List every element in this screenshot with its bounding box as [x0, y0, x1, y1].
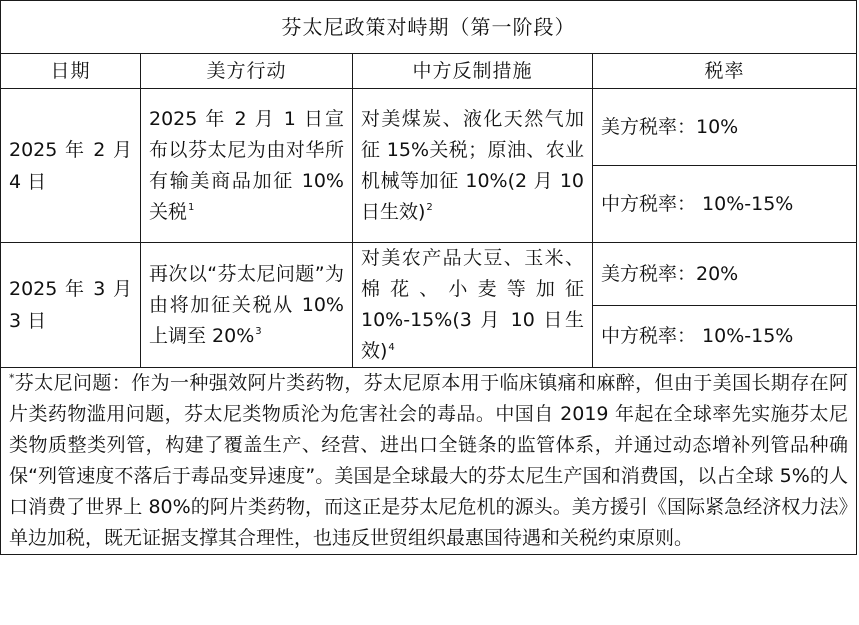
row1-date	[1, 89, 141, 243]
table-title: 芬太尼政策对峙期（第一阶段）	[1, 1, 857, 54]
header-cn-countermeasure: 中方反制措施	[353, 54, 593, 89]
footnote-ref-4: 4	[388, 341, 395, 353]
note-marker: *	[9, 371, 15, 385]
row2-cn-countermeasure	[353, 243, 593, 368]
row1-date-text: 2025 年 2 月 4 日	[9, 138, 132, 193]
header-date: 日期	[1, 54, 141, 89]
row2-date	[1, 243, 141, 368]
row2-cn-rate: 中方税率： 10%-15%	[593, 305, 857, 368]
header-us-action: 美方行动	[141, 54, 353, 89]
footnote-ref-3: 3	[255, 326, 262, 338]
row2-date-text: 2025 年 3 月 3 日	[9, 278, 132, 332]
row2-us-action	[141, 243, 353, 368]
header-tax-rate: 税率	[593, 54, 857, 89]
row1-cn-countermeasure	[353, 89, 593, 243]
note-cell	[1, 368, 857, 555]
row2-us-rate: 美方税率：20%	[593, 243, 857, 306]
row1-cn-rate: 中方税率： 10%-15%	[593, 166, 857, 243]
footnote-ref-1: 1	[188, 202, 195, 214]
table-row	[1, 243, 857, 306]
row1-cn-text: 对美煤炭、液化天然气加征 15%关税；原油、农业机械等加征 10%(2 月 10 日生效)	[361, 107, 584, 223]
row1-us-action-text: 2025 年 2 月 1 日宣布以芬太尼为由对华所有输美商品加征 10%关税	[149, 107, 344, 223]
row1-us-action	[141, 89, 353, 243]
row2-us-action-text: 再次以“芬太尼问题”为由将加征关税从 10%上调至 20%	[149, 262, 344, 347]
row1-us-rate: 美方税率：10%	[593, 89, 857, 166]
note-text: 芬太尼问题：作为一种强效阿片类药物，芬太尼原本用于临床镇痛和麻醉，但由于美国长期存在阿片类药物滥用问题，芬太尼类物质沦为危害社会的毒品。中国自 2019 年起在全球率先实施芬太尼类物质整类列管，构建了覆盖生产、经营、进出口全链条的监管体系，并通过动态增补列管品种确保“列管速度不落后于毒品变异速度”。美国是全球最大的芬太尼生产国和消费国，以占全球 5%的人口消费了世界上 80%的阿片类药物，而这正是芬太尼危机的源头。美方援引《国际紧急经济权力法》单边加税，既无证据支撑其合理性，也违反世贸组织最惠国待遇和关税约束原则。	[9, 372, 848, 549]
row2-cn-text: 对美农产品大豆、玉米、棉花、小麦等加征 10%-15%(3 月 10 日生效)	[361, 247, 584, 362]
footnote-ref-2: 2	[426, 202, 433, 214]
table-row	[1, 89, 857, 166]
